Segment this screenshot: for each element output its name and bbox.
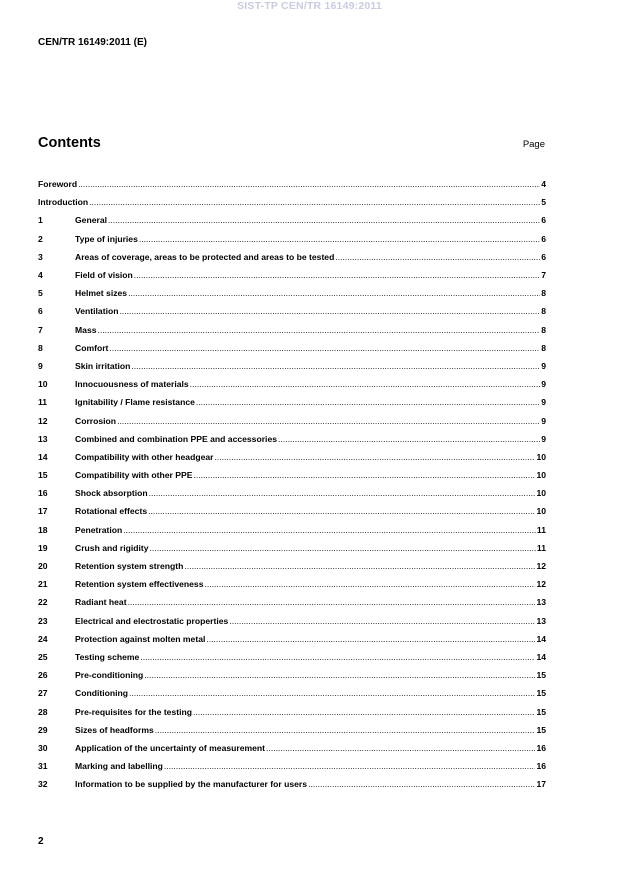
toc-entry[interactable] bbox=[38, 593, 546, 611]
toc-entry-title: Foreword bbox=[38, 179, 78, 190]
toc-entry[interactable] bbox=[38, 193, 546, 211]
toc-entry-page: 6 bbox=[541, 215, 546, 226]
toc-entry-title: General bbox=[75, 215, 108, 226]
toc-entry[interactable] bbox=[38, 321, 546, 339]
toc-entry[interactable] bbox=[38, 557, 546, 575]
toc-entry-number: 24 bbox=[38, 633, 48, 644]
toc-entry-title: Testing scheme bbox=[75, 651, 140, 662]
toc-entry[interactable] bbox=[38, 211, 546, 229]
toc-entry-title: Mass bbox=[75, 324, 97, 335]
toc-entry[interactable] bbox=[38, 339, 546, 357]
toc-entry-page: 5 bbox=[541, 197, 546, 208]
toc-entry[interactable] bbox=[38, 266, 546, 284]
document-id: CEN/TR 16149:2011 (E) bbox=[38, 37, 147, 48]
toc-entry-page: 15 bbox=[536, 670, 546, 681]
toc-entry-page: 9 bbox=[541, 433, 546, 444]
toc-entry[interactable] bbox=[38, 448, 546, 466]
toc-entry-page: 15 bbox=[536, 724, 546, 735]
toc-entry-title: Corrosion bbox=[75, 415, 117, 426]
toc-entry-page: 11 bbox=[536, 542, 546, 553]
toc-entry[interactable] bbox=[38, 466, 546, 484]
toc-entry[interactable] bbox=[38, 484, 546, 502]
toc-dot-leader bbox=[190, 379, 541, 389]
toc-dot-leader bbox=[229, 616, 535, 626]
toc-dot-leader bbox=[193, 707, 535, 717]
toc-dot-leader bbox=[335, 252, 540, 262]
toc-entry-number: 29 bbox=[38, 724, 48, 735]
toc-dot-leader bbox=[134, 270, 540, 280]
toc-dot-leader bbox=[164, 761, 536, 771]
toc-entry-number: 12 bbox=[38, 415, 48, 426]
toc-entry-number: 9 bbox=[38, 360, 43, 371]
toc-dot-leader bbox=[206, 634, 535, 644]
toc-entry-title: Electrical and electrostatic properties bbox=[75, 615, 229, 626]
toc-entry-page: 16 bbox=[536, 742, 546, 753]
toc-dot-leader bbox=[139, 234, 540, 244]
toc-entry-page: 10 bbox=[536, 470, 546, 481]
toc-entry-page: 9 bbox=[541, 379, 546, 390]
toc-dot-leader bbox=[144, 670, 535, 680]
toc-entry-page: 8 bbox=[541, 288, 546, 299]
toc-entry[interactable] bbox=[38, 630, 546, 648]
toc-entry-page: 10 bbox=[536, 488, 546, 499]
toc-entry-number: 23 bbox=[38, 615, 48, 626]
toc-entry[interactable] bbox=[38, 248, 546, 266]
toc-entry[interactable] bbox=[38, 612, 546, 630]
toc-entry-page: 16 bbox=[536, 761, 546, 772]
page-column-label: Page bbox=[522, 139, 545, 150]
toc-entry-number: 17 bbox=[38, 506, 48, 517]
toc-entry-number: 10 bbox=[38, 379, 48, 390]
toc-entry-title: Penetration bbox=[75, 524, 123, 535]
toc-entry[interactable] bbox=[38, 684, 546, 702]
toc-entry-page: 12 bbox=[536, 579, 546, 590]
toc-entry-number: 28 bbox=[38, 706, 48, 717]
contents-heading: Contents bbox=[38, 135, 101, 151]
toc-entry[interactable] bbox=[38, 648, 546, 666]
toc-entry-number: 26 bbox=[38, 670, 48, 681]
toc-dot-leader bbox=[109, 343, 540, 353]
toc-entry[interactable] bbox=[38, 575, 546, 593]
toc-entry-page: 12 bbox=[536, 561, 546, 572]
toc-entry[interactable] bbox=[38, 521, 546, 539]
toc-entry-title: Field of vision bbox=[75, 270, 133, 281]
toc-entry-page: 7 bbox=[541, 270, 546, 281]
toc-entry-page: 8 bbox=[541, 306, 546, 317]
toc-dot-leader bbox=[196, 397, 540, 407]
toc-entry-number: 3 bbox=[38, 251, 43, 262]
toc-entry-page: 11 bbox=[536, 524, 546, 535]
toc-dot-leader bbox=[98, 325, 541, 335]
toc-dot-leader bbox=[266, 743, 535, 753]
toc-dot-leader bbox=[148, 506, 535, 516]
toc-entry-title: Conditioning bbox=[75, 688, 128, 699]
toc-entry-number: 7 bbox=[38, 324, 43, 335]
toc-entry-title: Crush and rigidity bbox=[75, 542, 149, 553]
toc-dot-leader bbox=[119, 306, 540, 316]
toc-entry-title: Shock absorption bbox=[75, 488, 148, 499]
toc-entry-page: 13 bbox=[536, 597, 546, 608]
toc-dot-leader bbox=[214, 452, 535, 462]
toc-entry-page: 10 bbox=[536, 506, 546, 517]
toc-entry-title: Marking and labelling bbox=[75, 761, 163, 772]
toc-entry-title: Pre-conditioning bbox=[75, 670, 144, 681]
toc-entry[interactable] bbox=[38, 393, 546, 411]
toc-entry-title: Innocuousness of materials bbox=[75, 379, 189, 390]
toc-dot-leader bbox=[278, 434, 540, 444]
toc-entry-number: 21 bbox=[38, 579, 48, 590]
toc-entry[interactable] bbox=[38, 739, 546, 757]
toc-entry[interactable] bbox=[38, 230, 546, 248]
toc-entry-number: 6 bbox=[38, 306, 43, 317]
toc-entry[interactable] bbox=[38, 284, 546, 302]
toc-dot-leader bbox=[123, 525, 536, 535]
toc-entry-number: 22 bbox=[38, 597, 48, 608]
toc-dot-leader bbox=[128, 597, 536, 607]
watermark: SIST-TP CEN/TR 16149:2011 bbox=[237, 0, 382, 12]
toc-entry-title: Compatibility with other PPE bbox=[75, 470, 193, 481]
table-of-contents bbox=[38, 175, 546, 793]
toc-entry-title: Combined and combination PPE and accessories bbox=[75, 433, 278, 444]
toc-dot-leader bbox=[140, 652, 535, 662]
toc-entry-number: 14 bbox=[38, 451, 48, 462]
toc-entry-page: 13 bbox=[536, 615, 546, 626]
toc-entry-page: 9 bbox=[541, 397, 546, 408]
toc-entry[interactable] bbox=[38, 175, 546, 193]
toc-entry-page: 14 bbox=[536, 633, 546, 644]
toc-entry-title: Ventilation bbox=[75, 306, 119, 317]
toc-entry-title: Comfort bbox=[75, 342, 109, 353]
toc-entry-title: Type of injuries bbox=[75, 233, 138, 244]
toc-dot-leader bbox=[204, 579, 535, 589]
toc-entry[interactable] bbox=[38, 757, 546, 775]
toc-entry[interactable] bbox=[38, 666, 546, 684]
toc-dot-leader bbox=[89, 197, 540, 207]
toc-entry-page: 10 bbox=[536, 451, 546, 462]
toc-entry-title: Retention system effectiveness bbox=[75, 579, 204, 590]
toc-entry-number: 8 bbox=[38, 342, 43, 353]
toc-entry-title: Compatibility with other headgear bbox=[75, 451, 214, 462]
toc-entry-number: 31 bbox=[38, 761, 48, 772]
toc-entry[interactable] bbox=[38, 302, 546, 320]
toc-entry-title: Ignitability / Flame resistance bbox=[75, 397, 195, 408]
toc-entry-title: Protection against molten metal bbox=[75, 633, 206, 644]
toc-entry-number: 25 bbox=[38, 651, 48, 662]
toc-entry-number: 16 bbox=[38, 488, 48, 499]
toc-entry-title: Skin irritation bbox=[75, 360, 131, 371]
toc-entry-number: 11 bbox=[38, 397, 48, 408]
toc-entry-title: Radiant heat bbox=[75, 597, 127, 608]
toc-entry-title: Retention system strength bbox=[75, 561, 184, 572]
toc-entry-title: Pre-requisites for the testing bbox=[75, 706, 192, 717]
toc-entry-number: 20 bbox=[38, 561, 48, 572]
toc-entry-number: 30 bbox=[38, 742, 48, 753]
toc-dot-leader bbox=[128, 288, 540, 298]
toc-dot-leader bbox=[155, 725, 536, 735]
toc-entry-page: 6 bbox=[541, 251, 546, 262]
toc-dot-leader bbox=[131, 361, 540, 371]
toc-dot-leader bbox=[193, 470, 535, 480]
toc-entry-page: 6 bbox=[541, 233, 546, 244]
toc-entry-number: 15 bbox=[38, 470, 48, 481]
toc-entry-page: 15 bbox=[536, 706, 546, 717]
toc-entry-page: 4 bbox=[541, 179, 546, 190]
toc-dot-leader bbox=[78, 179, 540, 189]
toc-entry-number: 27 bbox=[38, 688, 48, 699]
toc-entry-page: 9 bbox=[541, 360, 546, 371]
toc-entry[interactable] bbox=[38, 430, 546, 448]
toc-dot-leader bbox=[129, 688, 535, 698]
toc-entry-page: 17 bbox=[536, 779, 546, 790]
toc-entry[interactable] bbox=[38, 502, 546, 520]
toc-entry-page: 8 bbox=[541, 342, 546, 353]
toc-entry-number: 19 bbox=[38, 542, 48, 553]
toc-dot-leader bbox=[150, 543, 536, 553]
toc-entry[interactable] bbox=[38, 775, 546, 793]
toc-entry-number: 5 bbox=[38, 288, 43, 299]
toc-dot-leader bbox=[149, 488, 536, 498]
toc-entry-number: 4 bbox=[38, 270, 43, 281]
toc-dot-leader bbox=[108, 215, 540, 225]
toc-entry-title: Introduction bbox=[38, 197, 89, 208]
toc-entry-page: 15 bbox=[536, 688, 546, 699]
toc-entry[interactable] bbox=[38, 375, 546, 393]
toc-entry-number: 18 bbox=[38, 524, 48, 535]
toc-entry-number: 2 bbox=[38, 233, 43, 244]
toc-entry[interactable] bbox=[38, 702, 546, 720]
toc-entry[interactable] bbox=[38, 721, 546, 739]
toc-entry-page: 14 bbox=[536, 651, 546, 662]
toc-entry-title: Rotational effects bbox=[75, 506, 148, 517]
toc-entry-page: 9 bbox=[541, 415, 546, 426]
toc-entry[interactable] bbox=[38, 411, 546, 429]
toc-dot-leader bbox=[117, 416, 540, 426]
toc-entry-title: Sizes of headforms bbox=[75, 724, 154, 735]
toc-entry[interactable] bbox=[38, 357, 546, 375]
toc-dot-leader bbox=[184, 561, 535, 571]
toc-entry-page: 8 bbox=[541, 324, 546, 335]
toc-entry[interactable] bbox=[38, 539, 546, 557]
toc-entry-number: 13 bbox=[38, 433, 48, 444]
toc-entry-title: Information to be supplied by the manufacturer for users bbox=[75, 779, 308, 790]
toc-entry-title: Helmet sizes bbox=[75, 288, 128, 299]
page-number: 2 bbox=[38, 836, 44, 847]
toc-entry-title: Application of the uncertainty of measurement bbox=[75, 742, 266, 753]
toc-dot-leader bbox=[308, 779, 535, 789]
toc-entry-number: 32 bbox=[38, 779, 48, 790]
toc-entry-title: Areas of coverage, areas to be protected and areas to be tested bbox=[75, 251, 335, 262]
toc-entry-number: 1 bbox=[38, 215, 43, 226]
